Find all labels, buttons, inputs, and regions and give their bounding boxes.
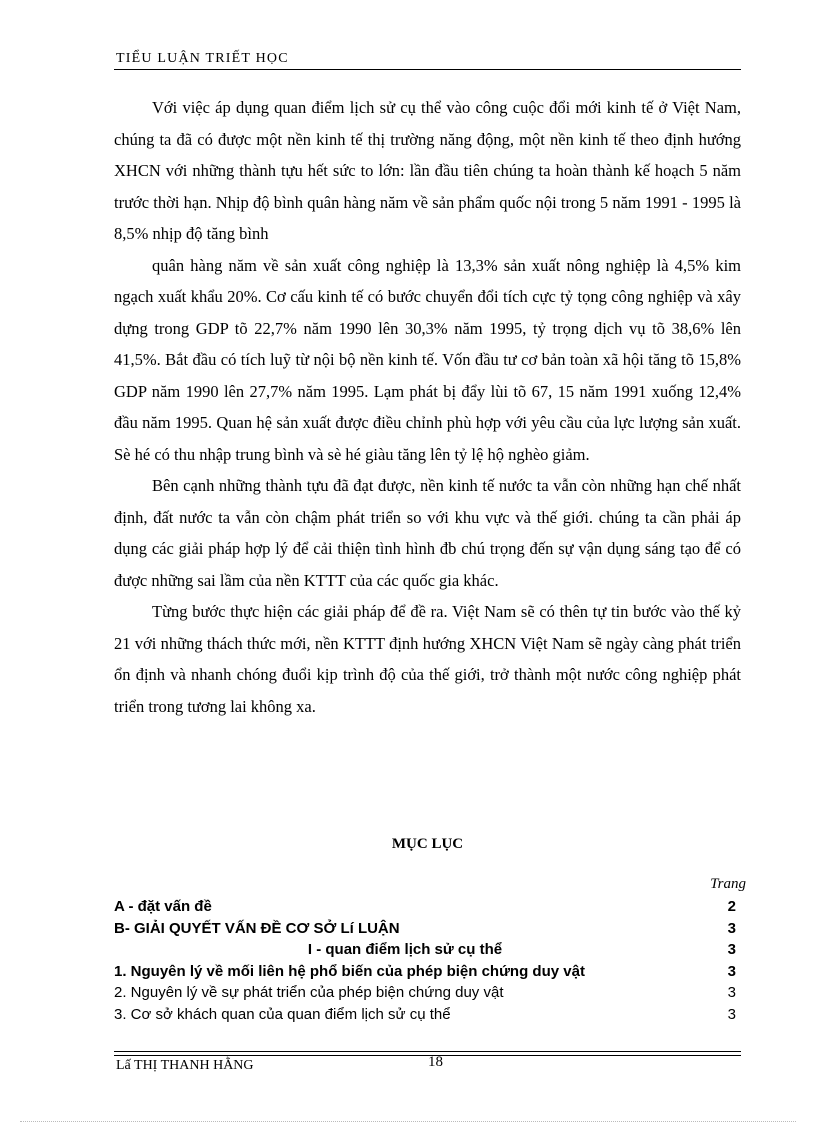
toc-entry-page: 3: [727, 919, 736, 937]
toc-title: MỤC LỤC: [391, 836, 464, 852]
toc-entry-text: A - đặt vấn đề: [114, 898, 212, 915]
toc-entry: [114, 1004, 741, 1026]
toc-entry: [114, 918, 741, 940]
page-edge-divider: [20, 1121, 796, 1122]
toc-entry-page: 3: [727, 984, 736, 1002]
paragraph: quân hàng năm về sản xuất công nghiệp là 13,3% sản xuất nông nghiệp là 4,5% kim ngạch xuất khẩu 20%. Cơ cấu kinh tế có bước chuyển đổi tích cực tỷ tọng công nghiệp và xây dựng trong GDP tõ 22,7% năm 1990 lên 30,3% năm 1995, tỷ trọng dịch vụ tõ 38,6% lên 41,5%. Bắt đầu có tích luỹ từ nội bộ nền kinh tế. Vốn đầu tư cơ bản toàn xã hội tăng tõ 15,8% GDP năm 1990 lên 27,7% năm 1995. Lạm phát bị đẩy lùi tõ 67, 15 năm 1991 xuống 12,4% đầu năm 1995. Quan hệ sản xuất được điều chỉnh phù hợp với yêu cầu của lực lượng sản xuất. Sè hé có thu nhập trung bình và sè hé giàu tăng lên tỷ lệ hộ nghèo giảm.: [114, 255, 741, 464]
table-of-contents: [114, 896, 741, 1026]
header-rule: [114, 69, 741, 70]
body-text: [114, 92, 741, 722]
paragraph: Với việc áp dụng quan điểm lịch sử cụ thể vào công cuộc đổi mới kinh tế ở Việt Nam, chúng ta đã có được một nền kinh tế thị trường năng động, một nền kinh tế theo định hướng XHCN với những thành tựu hết sức to lớn: lần đầu tiên chúng ta hoàn thành kế hoạch 5 năm trước thời hạn. Nhịp độ bình quân hàng năm về sản phẩm quốc nội trong 5 năm 1991 - 1995 là 8,5% nhịp độ tăng bình: [114, 98, 741, 243]
toc-entry-page: 3: [727, 941, 736, 959]
toc-entry-page: 2: [727, 898, 736, 915]
paragraph: Từng bước thực hiện các giải pháp để đề ra. Việt Nam sẽ có thên tự tin bước vào thế kỷ 21 với những thách thức mới, nền KTTT định hướng XHCN Việt Nam sẽ ngày càng phát triển ổn định và nhanh chóng đuổi kịp trình độ của thế giới, trở thành một nước công nghiệp phát triển trong tương lai không xa.: [114, 602, 741, 716]
toc-entry-page: 3: [727, 962, 736, 980]
toc-entry: [114, 982, 741, 1004]
paragraph: Bên cạnh những thành tựu đã đạt được, nền kinh tế nước ta vẫn còn những hạn chế nhất định, đất nước ta vẫn còn chậm phát triển so với khu vực và thế giới. chúng ta cần phải áp dụng các giải pháp hợp lý để cải thiện tình hình đb chú trọng đến sự vận dụng sáng tạo để có được những sai lầm của nền KTTT của các quốc gia khác.: [114, 476, 741, 590]
footer-rule: [114, 1051, 741, 1052]
toc-entry-text: 3. Cơ sở khách quan của quan điểm lịch sử cụ thể: [114, 1005, 451, 1023]
toc-page-label: Trang: [710, 876, 746, 892]
toc-entry-text: B- GIẢI QUYẾT VẤN ĐỀ CƠ SỞ Lí LUẬN: [114, 919, 400, 937]
toc-entry: [114, 961, 741, 983]
page-number: 18: [428, 1054, 443, 1070]
footer-author: Lấ THỊ THANH HẰNG: [116, 1058, 254, 1073]
toc-entry: [114, 939, 741, 961]
toc-entry-text: 1. Nguyên lý về mối liên hệ phổ biến của phép biện chứng duy vật: [114, 962, 585, 980]
toc-entry: [114, 896, 741, 918]
header-title: TIỂU LUẬN TRIẾT HỌC: [116, 51, 289, 66]
toc-entry-text: I - quan điểm lịch sử cụ thể: [307, 941, 503, 959]
toc-entry-page: 3: [727, 1005, 736, 1023]
toc-entry-text: 2. Nguyên lý về sự phát triển của phép biện chứng duy vật: [114, 984, 504, 1002]
